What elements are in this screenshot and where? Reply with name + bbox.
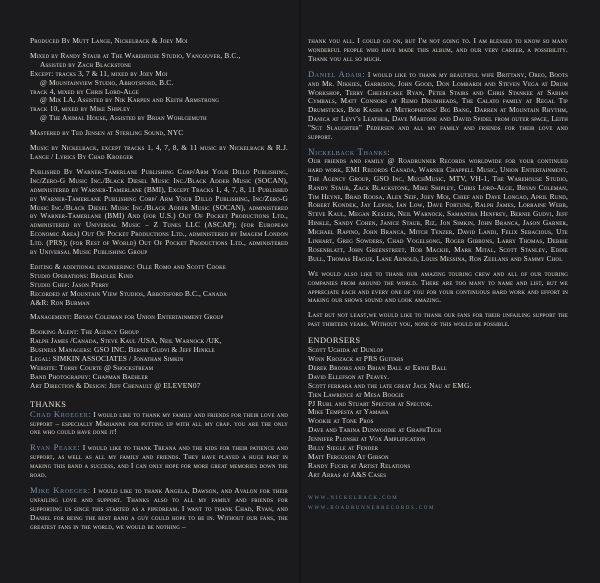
- mixing-line: @ The Animal House, Assisted by Brian Wohlgemuth: [40, 113, 207, 123]
- mixing-line: track 4, mixed by Chris Lord-Alge: [30, 86, 139, 96]
- endorser-item: Tien Lawrence at Mesa Boogie: [308, 389, 404, 399]
- mixing-line: Except: tracks 3, 7 & 11, mixed by Joey Moi: [30, 68, 168, 78]
- studio-credits: [30, 263, 288, 308]
- thanks-heading: THANKS: [30, 399, 67, 409]
- urls: [308, 492, 568, 512]
- mixing-line: @ Mountainview Studio, Abbotsford, B.C.: [40, 77, 174, 87]
- endorser-item: Jennifer Plonski at Vox Amplification: [308, 434, 426, 444]
- business-line: Business Managers: GSO INC. Bernie Gudvi & Jeff Hinkle: [30, 345, 215, 355]
- endorser-item: Winn Krozack at PRS Guitars: [308, 354, 404, 363]
- music-credit: Music by Nickelback, except tracks 1, 4, 7, 8, & 11 music by Nickelback & R.J. Lange / Lyrics By Chad Kroeger: [30, 143, 288, 161]
- crew-thanks: We would also like to thank our amazing touring crew and all of our touring companies from around the world. There are too many to name and list, but we appreciate each and every one of you for your continuous hard work and effort in making our shows sound and look amazing.: [308, 268, 568, 305]
- endorser-item: Mike Tempesta at Yamaha: [308, 407, 389, 417]
- mastering-credit: Mastered by Ted Jensen at Sterling Sound, NYC: [30, 128, 184, 138]
- endorser-item: Scott ferrara and the late great Jack Nau at EMG.: [308, 380, 472, 390]
- endorser-item: Billy Siegle at Fender: [308, 443, 379, 453]
- endorsers-list: [308, 346, 568, 480]
- left-column: [30, 37, 288, 538]
- endorser-item: Wookie at Tone Pros: [308, 416, 374, 426]
- endorser-item: Randy Fuchs at Artist Relations: [308, 460, 411, 470]
- member-name: Daniel Adair:: [308, 68, 366, 79]
- studio-line: Studio Chef: Jason Perry: [30, 279, 109, 289]
- mixing-line: Assisted by Zach Blackstone: [40, 59, 132, 69]
- business-line: Art Direction & Design: Jeff Chenault @ ELEVEN07: [30, 380, 201, 390]
- nickelback-thanks: [308, 148, 568, 264]
- business-line: Legal: SIMKIN ASSOCIATES / Jonathan Simkin: [30, 354, 184, 364]
- thanks-daniel: [308, 70, 568, 142]
- publishing-credit: Published By Warner-Tamerlane Publishing Corp/Arm Your Dillo Publishing, Inc/Zero-G Music Inc./Black Diesel Music Inc./Black Adder Music (SOCAN), administered by Warner-Tamerlane (BMI), Except Tracks 1, 4, 7, 8, 11 Published by Warner-Tamerlane Publishing Corp/ Arm Your Dillo Publishing, Inc/Zero-G Music Inc./Black Diesel Music Inc./Black Adder Music (SOCAN), administered by Warner-Tamerlane (BMI) And (for U.S.) Out Of Pocket Productions Ltd., administered by Universal Music – Z Tunes LLC (ASCAP); (for European Economic Area) Out Of Pocket Productions Ltd., administered by Imagem London Ltd. (PRS); (for Rest of World) Out Of Pocket Productions Ltd., administered by Universal Music Publishing Group: [30, 166, 288, 257]
- endorser-item: Art Arras at A&S Cases: [308, 469, 387, 479]
- endorser-item: PJ Rubl and Stuart Spector at Spector.: [308, 398, 433, 408]
- endorser-item: David Ellefson at Peavey.: [308, 371, 390, 381]
- fans-thanks: Last but not least,we would like to thank our fans for their unfailing support the past thirteen years. Without you, none of this would be possible.: [308, 310, 568, 329]
- mixing-line: Mixed by Randy Staub at The Warehouse Studio, Vancouver, B.C.,: [30, 50, 241, 60]
- studio-line: Recorded at Mountain View Studios, Abbotsford B.C., Canada: [30, 288, 227, 298]
- member-name: Mike Kroeger:: [30, 484, 91, 495]
- mixing-line: track 10, mixed by Mike Shipley: [30, 104, 131, 114]
- producer-credit: Produced By Mutt Lange, Nickelback & Joey Moi: [30, 36, 188, 45]
- right-column: [308, 37, 568, 512]
- endorser-item: Scott Uchida at Dunlop: [308, 345, 384, 355]
- management-credit: Management: Bryan Coleman for Union Entertainment Group: [30, 312, 224, 322]
- member-name: Ryan Peake:: [30, 442, 81, 453]
- thanks-text: I would like to thank my beautiful wife Brittany, Oreo, Boots and Mr. Nikkies, Garrison, John Good, Don Lombardi and Steven Vega at Drum Workshop, Terry Cheesecake Ryan, Peter Stairs and Chris Stankee at Sabian Cymbals, Matt Connors at Remo Drumheads, The Calato family at Regal Tip Drumsticks, Bob Kasha at Metrophones/ Big Bang, Darren at Mountain Rhythm, Danica at Levy's Leather, Dave Martone and David Spidel from outer space, Leith "Sgt Slaughter" Pedersen and all my family and friends for their love and support.: [308, 69, 569, 142]
- roadrunner-url[interactable]: www.roadrunnerrecords.com: [308, 501, 436, 511]
- studio-line: A&R: Ron Burman: [30, 297, 90, 307]
- endorser-item: Dave and Tarina Dunwoodie at GraphTech: [308, 425, 442, 435]
- thanks-chad: [30, 410, 288, 438]
- thanks-mike-continued: thank you all. I could go on, but I'm not going to. I am blessed to know so many wonderful people who have made this album, and our very career, a possibility. Thank you all so much.: [308, 36, 568, 63]
- studio-line: Editing & additional engineering: Olle Romo and Scott Cooke: [30, 261, 227, 271]
- endorser-item: Matt Ferguson At Gibson: [308, 451, 389, 461]
- business-line: Ralph James /Canada, Steve Kaul /USA, Neil Warnock /UK,: [30, 336, 222, 346]
- section-heading: Nickelback Thanks:: [308, 146, 391, 157]
- thanks-mike: [30, 486, 288, 532]
- business-line: Band Photography: Chapman Baehler: [30, 371, 149, 381]
- business-line: Website: Torry Courte @ Shockstream: [30, 363, 154, 372]
- endorser-item: Derek Brooks and Brian Ball at Ernie Ball: [308, 362, 447, 372]
- mixing-line: @ Mix LA, Assisted by Nik Karpen and Keith Armstrong: [40, 95, 219, 105]
- thanks-text: I would like to thank Angela, Dawson, and Avalon for their unfailing love and support. Thanks also to all my family and friends for supporting us since this started as a pipedream. I want to thank Chad, Ryan, and Daniel for being the best band a guy could hope to be in. Without our fans, the greatest fans in the world, we would be nothing –: [30, 485, 288, 531]
- mixing-credits: [30, 52, 288, 123]
- page-fold: [299, 0, 301, 583]
- studio-line: Studio Operations: Bradlee Kind: [30, 270, 134, 280]
- endorsers-heading: ENDORSERS: [308, 336, 361, 346]
- member-name: Chad Kroeger:: [30, 408, 92, 419]
- thanks-text: I would like to thank my family and friends for their love and support – especially Marianne for putting up with all my crap. you are the only one who could have done it!: [30, 409, 288, 437]
- thanks-text: I would like to thank Treana and the kids for their patience and support, as well as all my family and friends. They have played a huge part in making this band a success, and I can only hope for more great memories down the road.: [30, 443, 288, 480]
- business-line: Booking Agent: The Agency Group: [30, 327, 139, 337]
- thanks-text: Our friends and family @ Roadrunner Records worldwide for your continued hard work, EMI Records Canada, Warner Chappell Music, Union Entertainment, The Agency Group, GSO Inc, MuchMusic, MTV, VH-1, The Warehouse Studio, Randy Staub, Zack Blackstone, Mike Shipley, Chris Lord-Alge, Bryan Coleman, Tim Heyne, Brad Roosa, Alex Seif, Joey Moi, Chief and Dave Longao, April Rund, Robert Kondek, Jay Lepsis, Ian Low, Dave Fortune, Ralph James, Lorraine Webb, Steve Kaul, Megan Kesler, Neil Warnock, Samantha Henfrey, Bernie Gudvi, Jeff Hinkle, Sandy Cohen, Janice Staub, Riz, Jon Simkin, John Branca, Jason Garner, Michael Rapino, John Branca, Mitch Tenzer, David Landi, Felix Sebacious, Ute Linhart, Greg Sowders, Chad Vogelsong, Roger Gibbons, Larry Thomas, Debbie Rosenblatt, John Greenstreet, Rob Mackie, Mark Mital, Scott Stanley, Eddie Bull, Thomas Hague, Lane Arnold, Louis Messina, Ron Zeelans and Sammy Choi.: [308, 155, 568, 263]
- nickelback-url[interactable]: www.nickelback.com: [308, 491, 399, 501]
- thanks-ryan: [30, 443, 288, 480]
- business-credits: [30, 328, 288, 390]
